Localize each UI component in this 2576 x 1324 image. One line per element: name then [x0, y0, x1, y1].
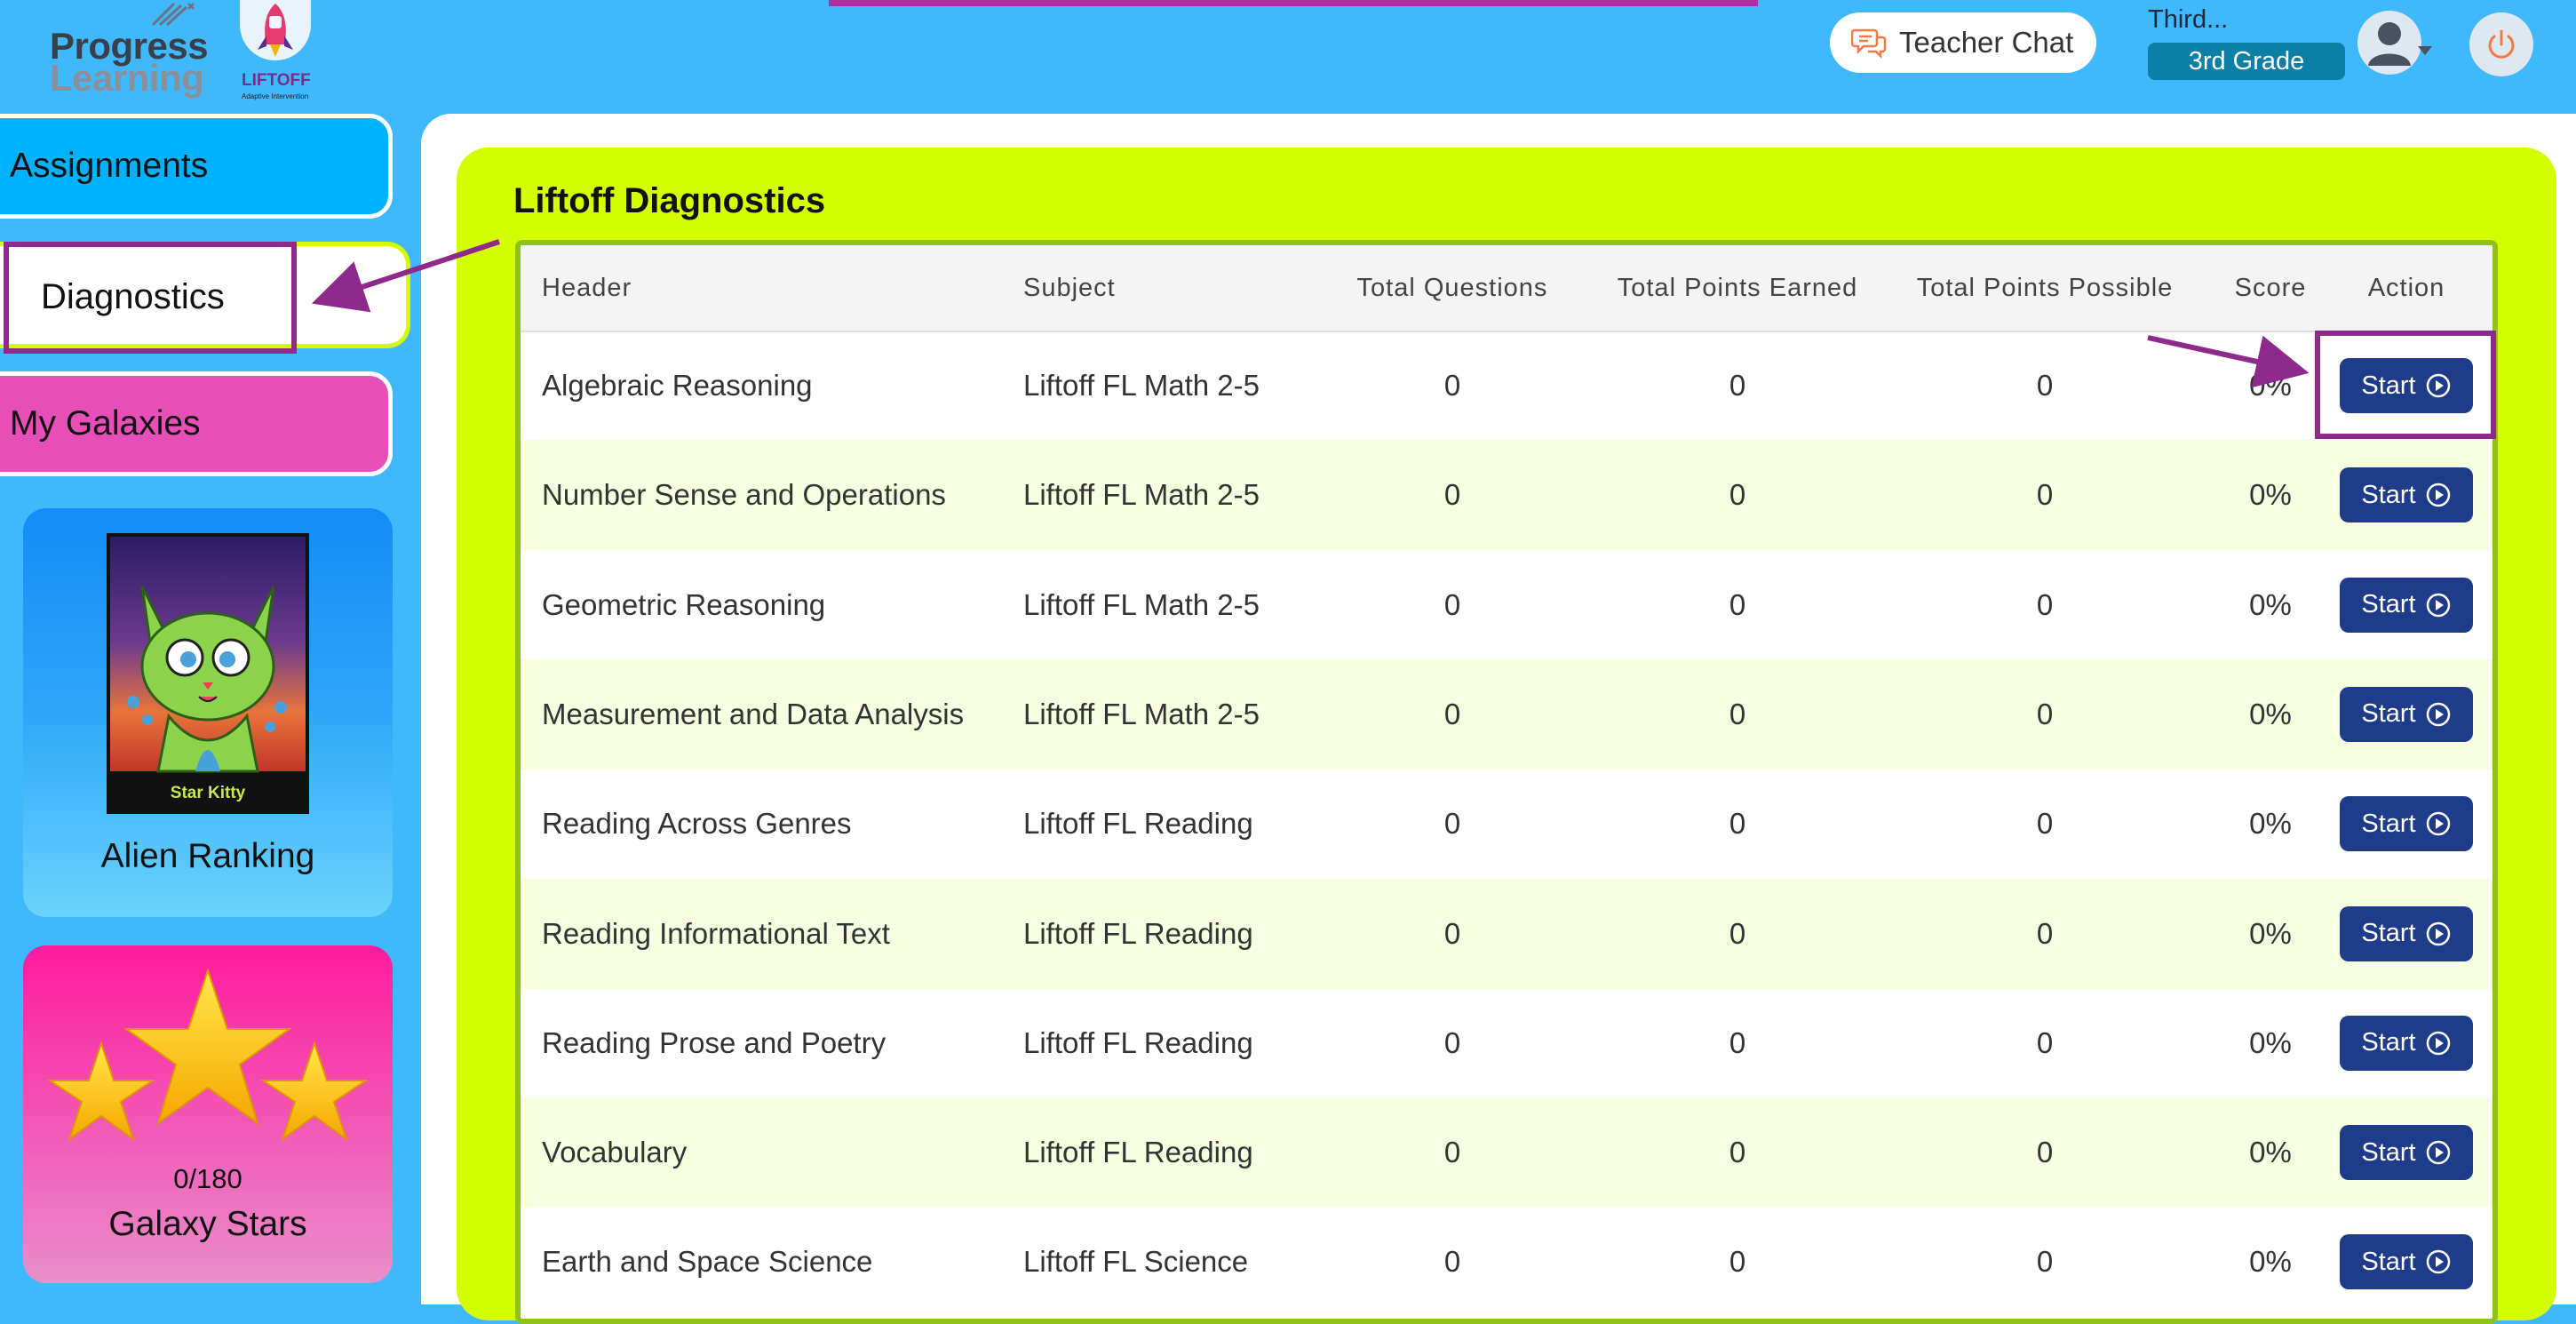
row-subject-cell: Liftoff FL Math 2-5 — [1023, 369, 1260, 402]
logo-text-learning: Learning — [50, 57, 204, 99]
row-header-cell: Number Sense and Operations — [542, 478, 946, 512]
row-points-possible-cell: 0 — [2036, 478, 2054, 512]
row-total-questions-cell: 0 — [1443, 478, 1461, 512]
arrow-to-start-button — [2148, 338, 2294, 370]
start-button-label: Start — [2361, 699, 2416, 729]
column-header-score: Score — [2234, 273, 2307, 302]
row-score-cell: 0% — [2249, 697, 2292, 730]
row-points-earned-cell: 0 — [1729, 1245, 1746, 1279]
column-header-points-earned: Total Points Earned — [1617, 273, 1858, 302]
row-points-possible-cell: 0 — [2036, 916, 2054, 950]
galaxy-stars-label: Galaxy Stars — [108, 1205, 307, 1243]
liftoff-logo-text: LIFTOFF — [242, 71, 311, 90]
class-name[interactable]: Third... — [2148, 5, 2229, 34]
row-total-questions-cell: 0 — [1443, 697, 1461, 730]
start-button-label: Start — [2361, 1137, 2416, 1167]
start-button-label: Start — [2361, 590, 2416, 619]
start-button-label: Start — [2361, 1247, 2416, 1276]
star-kitty-caption: Star Kitty — [170, 784, 246, 802]
row-points-earned-cell: 0 — [1729, 697, 1746, 730]
row-points-possible-cell: 0 — [2036, 807, 2054, 841]
row-subject-cell: Liftoff FL Math 2-5 — [1023, 697, 1260, 730]
row-points-possible-cell: 0 — [2036, 1245, 2054, 1279]
row-score-cell: 0% — [2249, 369, 2292, 402]
start-button-label: Start — [2361, 480, 2416, 509]
row-points-possible-cell: 0 — [2036, 369, 2054, 402]
row-points-earned-cell: 0 — [1729, 1136, 1746, 1169]
row-header-cell: Earth and Space Science — [542, 1245, 873, 1279]
galaxy-stars-count: 0/180 — [173, 1163, 242, 1194]
row-points-earned-cell: 0 — [1729, 1025, 1746, 1059]
row-subject-cell: Liftoff FL Reading — [1023, 916, 1253, 950]
column-header-subject: Subject — [1023, 273, 1116, 302]
row-total-questions-cell: 0 — [1443, 1136, 1461, 1169]
row-subject-cell: Liftoff FL Reading — [1023, 1025, 1253, 1059]
sidebar-item-label: My Galaxies — [10, 404, 201, 443]
sidebar-item-label: Assignments — [10, 147, 209, 185]
liftoff-logo-subtitle: Adaptive Intervention — [242, 92, 309, 100]
start-button-label: Start — [2361, 371, 2416, 400]
start-button-label: Start — [2361, 1028, 2416, 1057]
column-header-points-possible: Total Points Possible — [1916, 273, 2174, 302]
row-score-cell: 0% — [2249, 1245, 2292, 1279]
row-points-possible-cell: 0 — [2036, 697, 2054, 730]
row-header-cell: Algebraic Reasoning — [542, 369, 813, 402]
page-title: Liftoff Diagnostics — [513, 181, 826, 220]
row-total-questions-cell: 0 — [1443, 1025, 1461, 1059]
row-points-possible-cell: 0 — [2036, 587, 2054, 621]
column-header-action: Action — [2367, 273, 2445, 302]
column-header-header: Header — [542, 273, 632, 302]
row-points-possible-cell: 0 — [2036, 1136, 2054, 1169]
row-score-cell: 0% — [2249, 478, 2292, 512]
sidebar-item-label[interactable]: Diagnostics — [41, 277, 225, 316]
row-header-cell: Reading Prose and Poetry — [542, 1025, 886, 1059]
row-points-earned-cell: 0 — [1729, 916, 1746, 950]
alien-ranking-label: Alien Ranking — [100, 837, 315, 875]
row-points-possible-cell: 0 — [2036, 1025, 2054, 1059]
row-points-earned-cell: 0 — [1729, 478, 1746, 512]
row-header-cell: Reading Across Genres — [542, 807, 852, 841]
row-points-earned-cell: 0 — [1729, 587, 1746, 621]
column-header-total-questions: Total Questions — [1356, 273, 1548, 302]
row-subject-cell: Liftoff FL Science — [1023, 1245, 1249, 1279]
row-subject-cell: Liftoff FL Reading — [1023, 1136, 1253, 1169]
arrow-to-diagnostics — [327, 242, 499, 299]
row-score-cell: 0% — [2249, 1136, 2292, 1169]
row-header-cell: Reading Informational Text — [542, 916, 890, 950]
row-subject-cell: Liftoff FL Math 2-5 — [1023, 587, 1260, 621]
start-button-label: Start — [2361, 919, 2416, 947]
row-score-cell: 0% — [2249, 587, 2292, 621]
row-total-questions-cell: 0 — [1443, 587, 1461, 621]
grade-badge: 3rd Grade — [2148, 43, 2345, 80]
logo-text-progress: Progress — [50, 25, 209, 67]
row-points-earned-cell: 0 — [1729, 807, 1746, 841]
row-score-cell: 0% — [2249, 807, 2292, 841]
start-button-label: Start — [2361, 809, 2416, 838]
teacher-chat-label: Teacher Chat — [1899, 26, 2074, 59]
row-header-cell: Measurement and Data Analysis — [542, 697, 965, 730]
row-score-cell: 0% — [2249, 1025, 2292, 1059]
row-header-cell: Vocabulary — [542, 1136, 688, 1169]
row-subject-cell: Liftoff FL Math 2-5 — [1023, 478, 1260, 512]
row-total-questions-cell: 0 — [1443, 916, 1461, 950]
row-header-cell: Geometric Reasoning — [542, 587, 826, 621]
row-total-questions-cell: 0 — [1443, 1245, 1461, 1279]
row-total-questions-cell: 0 — [1443, 807, 1461, 841]
row-score-cell: 0% — [2249, 916, 2292, 950]
row-subject-cell: Liftoff FL Reading — [1023, 807, 1253, 841]
row-points-earned-cell: 0 — [1729, 369, 1746, 402]
row-total-questions-cell: 0 — [1443, 369, 1461, 402]
